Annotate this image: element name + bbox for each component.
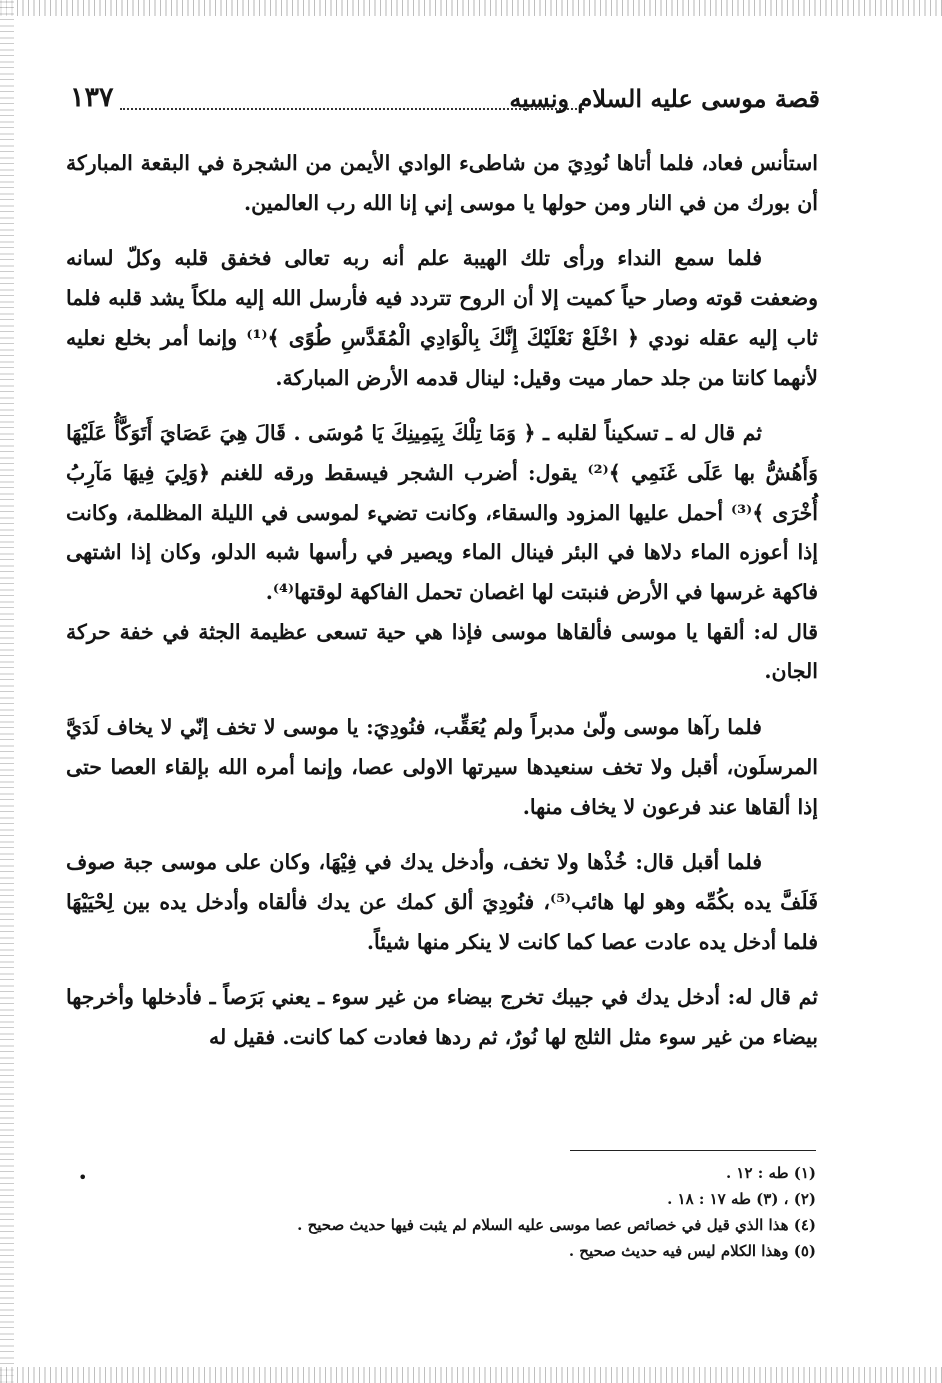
decorative-border-bottom — [0, 1367, 942, 1383]
footnote: (٢) ، (٣) طه ١٧ : ١٨ . — [667, 1190, 816, 1208]
running-title: قصة موسى عليه السلام ونسبه — [509, 84, 820, 113]
footnote: (٥) وهذا الكلام ليس فيه حديث صحيح . — [568, 1242, 816, 1260]
decorative-border-left — [0, 0, 14, 1383]
paragraph: ثم قال له ـ تسكيناً لقلبه ـ ﴿ وَمَا تِلْكَ بِيَمِينِكَ يَا مُوسَى . قَالَ هِيَ عَصَايَ أَتَوَكَّأُ عَلَيْهَا وَأَهُشُّ بها عَلَى غَنَمِي ﴾⁽²⁾ يقول: أضرب الشجر فيسقط ورقه للغنم ﴿وَلِيَ فِيهَا مَآرِبُ أُخْرَى ﴾⁽³⁾ أحمل عليها المزود والسقاء، وكانت تضيء لموسى في الليلة المظلمة، وكانت إذا أعوزه الماء دلاها في البئر فينال الماء ويصير في رأسها شبه الدلو، وكان إذا اشتهى فاكهة غرسها في الأرض فنبتت لها اغصان تحمل الفاكهة لوقتها⁽⁴⁾. — [66, 421, 819, 605]
footnote: (٤) هذا الذي قيل في خصائص عصا موسى عليه السلام لم يثبت فيها حديث صحيح . — [297, 1216, 816, 1234]
footnote-separator — [570, 1150, 816, 1151]
decorative-border-top — [0, 0, 942, 16]
footnote: (١) طه : ١٢ . — [725, 1164, 816, 1182]
page-number: ١٣٧ — [70, 82, 114, 113]
paragraph: فلما رآها موسى ولّىٰ مدبراً ولم يُعَقِّب، فنُودِيَ: يا موسى لا تخف إنّي لا يخاف لَدَيَّ المرسلَون، أقبل ولا تخف سنعيدها سيرتها الاولى عصا، وإنما أمره الله بإلقاء العصا حتى إذا ألقاها عند فرعون لا يخاف منها. — [66, 715, 818, 819]
paragraph: قال له: ألقها يا موسى فألقاها موسى فإذا هي حية تسعى عظيمة الجثة في خفة حركة الجان. — [66, 619, 818, 684]
main-text — [66, 144, 818, 1074]
page-header — [70, 82, 820, 122]
paragraph: فلما سمع النداء ورأى تلك الهيبة علم أنه ربه تعالى فخفق قلبه وكلّ لسانه وضعفت قوته وصار حياً كميت إلا أن الروح تتردد فيه فأرسل الله إليه ملكاً يشد قلبه فلما ثاب إليه عقله نودي ﴿ اخْلَعْ نَعْلَيْكَ إِنَّكَ بِالْوَادِي الْمُقَدَّسِ طُوًى ﴾⁽¹⁾ وإنما أمر بخلع نعليه لأنهما كانتا من جلد حمار ميت وقيل: لينال قدمه الأرض المباركة. — [66, 246, 818, 390]
paragraph: استأنس فعاد، فلما أتاها نُودِيَ من شاطىء الوادي الأيمن من الشجرة في البقعة المباركة أن بورك من في النار ومن حولها يا موسى إني إنا الله رب العالمين. — [66, 151, 818, 215]
paragraph: ثم قال له: أدخل يدك في جيبك تخرج بيضاء من غير سوء ـ يعني بَرَصاً ـ فأدخلها وأخرجها بيضاء من غير سوء مثل الثلج لها نُورٌ، ثم ردها فعادت كما كانت. فقيل له — [66, 985, 818, 1050]
margin-mark: • — [78, 1168, 88, 1187]
paragraph: فلما أقبل قال: خُذْها ولا تخف، وأدخل يدك في فِيْهَا، وكان على موسى جبة صوف فَلَفَّ يده بكُمِّه وهو لها هائب⁽⁵⁾، فنُودِيَ ألق كمك عن يدك فألقاه وأدخل يده بين لِحْيَيْهَا فلما أدخل يده عادت عصا كما كانت لا ينكر منها شيئاً. — [66, 850, 818, 954]
footnotes — [180, 1160, 816, 1264]
